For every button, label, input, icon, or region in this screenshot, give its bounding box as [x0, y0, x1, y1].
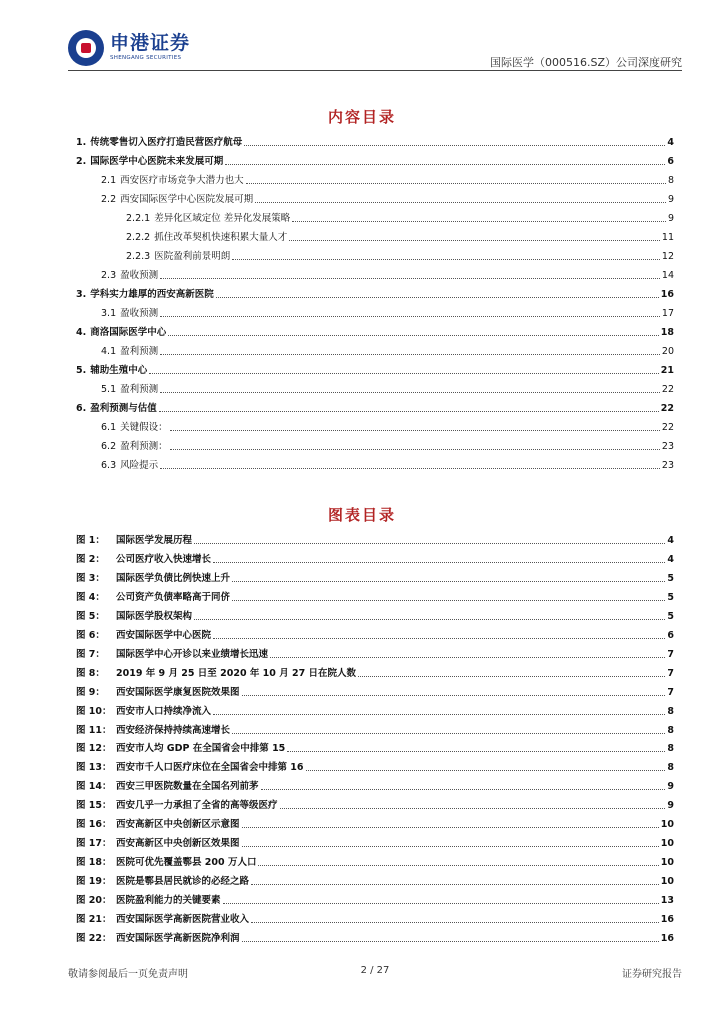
figure-page: 4	[667, 535, 674, 546]
figure-entry[interactable]	[76, 893, 674, 907]
dot-leader	[246, 183, 666, 184]
toc-entry[interactable]	[76, 344, 674, 358]
figure-page: 7	[667, 667, 674, 679]
figure-number: 图 21：	[76, 914, 112, 925]
figure-number: 图 16：	[76, 819, 112, 831]
toc-entry[interactable]	[76, 173, 674, 187]
toc-entry-page: 22	[661, 384, 674, 395]
figure-page: 10	[660, 819, 674, 831]
figure-number: 图 1：	[76, 535, 105, 546]
figure-page: 7	[667, 686, 674, 698]
figure-number: 图 7：	[76, 648, 105, 660]
figure-entry[interactable]	[76, 533, 674, 547]
toc-entry-label: 盈利预测	[120, 384, 159, 395]
figure-label: 西安经济保持持续高速增长	[116, 724, 231, 736]
toc-entry-page: 9	[667, 194, 674, 205]
figure-page: 8	[667, 724, 674, 736]
figure-page: 7	[667, 648, 674, 660]
figure-entry[interactable]	[76, 590, 674, 604]
dot-leader	[216, 297, 659, 298]
figure-page: 16	[660, 914, 674, 925]
toc-entry-number: 4.	[76, 327, 87, 338]
toc-entry[interactable]	[76, 268, 674, 282]
toc-entry[interactable]	[76, 154, 674, 168]
figure-page: 8	[667, 743, 674, 755]
toc-entry-label: 差异化区域定位 差异化发展策略	[154, 213, 291, 224]
figure-page: 13	[660, 895, 674, 907]
figure-page: 5	[667, 610, 674, 622]
page-number: 2 / 27	[360, 965, 390, 976]
toc-entry[interactable]	[76, 325, 674, 339]
toc-entry-label: 学科实力雄厚的西安高新医院	[90, 289, 214, 300]
toc-entry[interactable]	[76, 230, 674, 244]
figure-number: 图 20：	[76, 895, 112, 907]
toc-entry-number: 2.2.2	[126, 232, 151, 243]
toc-entry-number: 6.	[76, 403, 87, 414]
figure-entry[interactable]	[76, 760, 674, 774]
toc-entry-page: 12	[661, 251, 674, 262]
figure-page: 6	[667, 629, 674, 641]
toc-entry[interactable]	[76, 135, 674, 149]
dot-leader	[213, 714, 665, 715]
dot-leader	[232, 581, 665, 582]
dot-leader	[251, 884, 659, 885]
toc-entry-page: 16	[660, 289, 674, 300]
figure-label: 西安高新区中央创新区效果图	[116, 838, 240, 850]
toc-entry-page: 17	[661, 308, 674, 319]
toc-entry-number: 5.	[76, 365, 87, 376]
figure-label: 西安国际医学康复医院效果图	[116, 686, 240, 698]
figure-number: 图 15：	[76, 800, 112, 812]
dot-leader	[287, 751, 665, 752]
toc-entry-page: 22	[660, 403, 674, 414]
figure-entry[interactable]	[76, 685, 674, 699]
dot-leader	[242, 695, 666, 696]
logo-icon	[68, 30, 104, 66]
figure-number: 图 8：	[76, 667, 105, 679]
toc-entry[interactable]	[76, 439, 674, 453]
figure-label: 西安国际医学高新医院净利润	[116, 932, 240, 944]
figure-label: 西安国际医学高新医院营业收入	[116, 914, 250, 925]
figure-label: 西安市人均 GDP 在全国省会中排第 15	[116, 743, 286, 755]
dot-leader	[232, 733, 665, 734]
figure-entry[interactable]	[76, 628, 674, 642]
figure-page: 16	[660, 932, 674, 944]
dot-leader	[261, 789, 666, 790]
figure-page: 8	[667, 762, 674, 774]
dot-leader	[170, 449, 660, 450]
figure-page: 9	[667, 781, 674, 793]
figures-title: 图表目录	[327, 506, 396, 524]
figure-entry[interactable]	[76, 817, 674, 831]
figure-label: 西安三甲医院数量在全国名列前茅	[116, 781, 259, 793]
figure-entry[interactable]	[76, 723, 674, 737]
toc-entry-number: 2.1	[101, 175, 117, 186]
toc-entry[interactable]	[76, 458, 674, 472]
toc-entry-label: 关键假设：	[120, 422, 168, 433]
dot-leader	[159, 411, 659, 412]
toc-entry-page: 18	[660, 327, 674, 338]
figure-label: 国际医学中心开诊以来业绩增长迅速	[116, 648, 269, 660]
toc-entry-page: 6	[667, 156, 674, 167]
toc-entry-number: 6.3	[101, 460, 117, 471]
dot-leader	[292, 221, 666, 222]
dot-leader	[168, 335, 659, 336]
dot-leader	[251, 922, 659, 923]
figure-label: 公司资产负债率略高于同侪	[116, 591, 231, 603]
figure-number: 图 6：	[76, 629, 105, 641]
dot-leader	[160, 468, 660, 469]
toc-entry-number: 6.2	[101, 441, 117, 452]
toc-entry[interactable]	[76, 287, 674, 301]
figure-label: 西安几乎一力承担了全省的高等级医疗	[116, 800, 278, 812]
toc-entry[interactable]	[76, 249, 674, 263]
dot-leader	[160, 278, 660, 279]
figure-page: 10	[660, 876, 674, 888]
toc-entry-label: 传统零售切入医疗打造民营医疗航母	[90, 137, 243, 148]
dot-leader	[170, 430, 660, 431]
toc-entry-number: 3.	[76, 289, 87, 300]
figure-label: 西安市千人口医疗床位在全国省会中排第 16	[116, 762, 304, 774]
figure-label: 国际医学负债比例快速上升	[116, 572, 231, 584]
figure-number: 图 12：	[76, 743, 112, 755]
dot-leader	[289, 240, 660, 241]
dot-leader	[232, 259, 660, 260]
header-divider	[68, 70, 682, 71]
toc-entry-label: 风险提示	[120, 460, 159, 471]
toc-entry-label: 辅助生殖中心	[90, 365, 148, 376]
dot-leader	[213, 638, 665, 639]
toc-title: 内容目录	[327, 108, 396, 126]
report-title: 国际医学（000516.SZ）公司深度研究	[489, 56, 682, 69]
figure-number: 图 5：	[76, 610, 105, 622]
toc-entry-label: 盈利预测：	[120, 441, 168, 452]
dot-leader	[194, 543, 665, 544]
toc-entry-number: 5.1	[101, 384, 117, 395]
toc-entry-label: 盈利预测与估值	[90, 403, 157, 414]
figure-page: 5	[667, 591, 674, 603]
figure-number: 图 4：	[76, 591, 105, 603]
dot-leader	[280, 808, 666, 809]
toc-entry-page: 23	[661, 460, 674, 471]
toc-entry[interactable]	[76, 192, 674, 206]
toc-entry-page: 14	[661, 270, 674, 281]
toc-entry-label: 盈收预测	[120, 308, 159, 319]
toc-entry-label: 抓住改革契机快速积累大量人才	[154, 232, 288, 243]
figure-label: 公司医疗收入快速增长	[116, 553, 212, 565]
dot-leader	[232, 600, 665, 601]
page-header	[68, 30, 682, 72]
figure-number: 图 2：	[76, 553, 105, 565]
toc-entry-number: 2.2.1	[126, 213, 151, 224]
dot-leader	[242, 941, 659, 942]
dot-leader	[242, 846, 659, 847]
dot-leader	[358, 676, 665, 677]
figure-page: 9	[667, 800, 674, 812]
figure-entry[interactable]	[76, 855, 674, 869]
toc-entry-number: 6.1	[101, 422, 117, 433]
dot-leader	[194, 619, 665, 620]
figure-number: 图 17：	[76, 838, 112, 850]
dot-leader	[306, 770, 666, 771]
toc-entry-page: 22	[661, 422, 674, 433]
figure-number: 图 3：	[76, 572, 105, 584]
figure-number: 图 22：	[76, 932, 112, 944]
figure-label: 医院可优先覆盖鄠县 200 万人口	[116, 857, 257, 869]
figure-number: 图 18：	[76, 857, 112, 869]
figure-page: 8	[667, 705, 674, 717]
toc-entry-label: 西安医疗市场竞争大潜力也大	[120, 175, 244, 186]
figure-entry[interactable]	[76, 666, 674, 680]
toc-entry-label: 盈收预测	[120, 270, 159, 281]
toc-entry[interactable]	[76, 363, 674, 377]
toc-entry-page: 11	[661, 232, 674, 243]
toc-entry-number: 3.1	[101, 308, 117, 319]
figure-entry[interactable]	[76, 571, 674, 585]
figure-label: 西安国际医学中心医院	[116, 629, 212, 641]
figure-label: 医院盈利能力的关键要素	[116, 895, 221, 907]
toc-entry-page: 9	[667, 213, 674, 224]
figure-entry[interactable]	[76, 704, 674, 718]
toc-entry[interactable]	[76, 382, 674, 396]
figure-page: 10	[660, 838, 674, 850]
dot-leader	[255, 202, 666, 203]
dot-leader	[258, 865, 658, 866]
dot-leader	[160, 392, 660, 393]
figure-label: 国际医学发展历程	[116, 535, 193, 546]
toc-entry[interactable]	[76, 420, 674, 434]
figure-entry[interactable]	[76, 931, 674, 945]
figure-number: 图 9：	[76, 686, 105, 698]
toc-entry-label: 商洛国际医学中心	[90, 327, 167, 338]
figure-entry[interactable]	[76, 779, 674, 793]
toc-entry-number: 2.	[76, 156, 87, 167]
figure-entry[interactable]	[76, 552, 674, 566]
figure-entry[interactable]	[76, 741, 674, 755]
toc-entry-label: 国际医学中心医院未来发展可期	[90, 156, 224, 167]
toc-entry-label: 西安国际医学中心医院发展可期	[120, 194, 254, 205]
figure-label: 国际医学股权架构	[116, 610, 193, 622]
toc-entry-page: 21	[660, 365, 674, 376]
toc-entry-number: 1.	[76, 137, 87, 148]
dot-leader	[225, 164, 665, 165]
figure-label: 西安高新区中央创新区示意图	[116, 819, 240, 831]
toc-entry-number: 2.3	[101, 270, 117, 281]
figure-entry[interactable]	[76, 609, 674, 623]
dot-leader	[223, 903, 659, 904]
disclaimer-note: 敬请参阅最后一页免责声明	[68, 969, 188, 980]
figure-label: 西安市人口持续净流入	[116, 705, 212, 717]
toc-entry-number: 2.2	[101, 194, 117, 205]
figure-page: 4	[667, 553, 674, 565]
dot-leader	[242, 827, 659, 828]
figure-page: 10	[660, 857, 674, 869]
toc-entry-label: 医院盈利前景明朗	[154, 251, 231, 262]
toc-entry-page: 8	[667, 175, 674, 186]
figure-entry[interactable]	[76, 912, 674, 926]
logo-cn-text: 申港证券	[110, 32, 191, 55]
figure-page: 5	[667, 572, 674, 584]
dot-leader	[244, 145, 665, 146]
figure-entry[interactable]	[76, 798, 674, 812]
dot-leader	[160, 316, 660, 317]
company-logo	[68, 30, 190, 66]
toc-entry-page: 23	[661, 441, 674, 452]
dot-leader	[149, 373, 659, 374]
figure-number: 图 14：	[76, 781, 112, 793]
dot-leader	[213, 562, 665, 563]
figure-number: 图 10：	[76, 705, 112, 717]
report-type: 证券研究报告	[622, 969, 682, 980]
figure-entry[interactable]	[76, 836, 674, 850]
toc-entry-page: 4	[667, 137, 674, 148]
toc-entry[interactable]	[76, 401, 674, 415]
figure-label: 医院是鄠县居民就诊的必经之路	[116, 876, 250, 888]
figure-number: 图 11：	[76, 724, 112, 736]
figure-label: 2019 年 9 月 25 日至 2020 年 10 月 27 日在院人数	[116, 667, 357, 679]
figure-number: 图 13：	[76, 762, 112, 774]
toc-entry-number: 4.1	[101, 346, 117, 357]
toc-entry-page: 20	[661, 346, 674, 357]
toc-entry[interactable]	[76, 306, 674, 320]
dot-leader	[160, 354, 660, 355]
dot-leader	[270, 657, 665, 658]
toc-entry-label: 盈利预测	[120, 346, 159, 357]
figure-number: 图 19：	[76, 876, 112, 888]
figure-entry[interactable]	[76, 647, 674, 661]
toc-entry[interactable]	[76, 211, 674, 225]
toc-entry-number: 2.2.3	[126, 251, 151, 262]
logo-en-text: SHENGANG SECURITIES	[110, 55, 182, 62]
figure-entry[interactable]	[76, 874, 674, 888]
